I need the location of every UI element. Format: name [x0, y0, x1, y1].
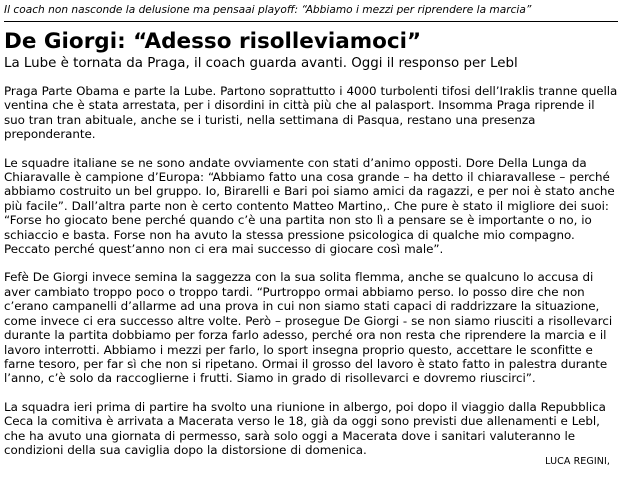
article-headline: De Giorgi: “Adesso risolleviamoci” [4, 29, 422, 54]
article-paragraph-4: La squadra ieri prima di partire ha svolto una riunione in albergo, poi dopo il viaggio dalla Repubblica Ceca la comitiva è arrivata a Macerata verso le 18, già da oggi sono previsti due allenamenti e Lebl, che ha avuto una giornata di permesso, sarà solo oggi a Macerata dove i sanitari valuteranno le condizioni della sua caviglia dopo la distorsione di domenica. [4, 399, 606, 457]
author-signature: LUCA REGINI, [545, 456, 610, 468]
article [4, 4, 618, 468]
kicker-divider [4, 21, 618, 22]
article-paragraph-2: Le squadre italiane se ne sono andate ovviamente con stati d’animo opposti. Dore Della Lunga da Chiaravalle è campione d’Europa: “Abbiamo fatto una cosa grande – ha detto il chiaravallese – perché abbiamo costruito un bel gruppo. Io, Birarelli e Bari poi siamo amici da ragazzi, e per noi è stato anche più facile”. Dall’altra parte non è certo contento Matteo Martino,. Che pure è stato il migliore dei suoi: “Forse ho giocato bene perché quando c’è una partita non sto lì a pensare se è importante o no, io schiaccio e basta. Forse non ha avuto la stessa pressione psicologica di qualche mio compagno. Peccato perché quest’anno non ci era mai successo di giocare così male”. [4, 155, 615, 257]
article-paragraph-3: Fefè De Giorgi invece semina la saggezza con la sua solita flemma, anche se qualcuno lo accusa di aver cambiato troppo poco o troppo tardi. “Purtroppo ormai abbiamo perso. Io posso dire che non c’erano campanelli d’allarme ad una prova in cui non siamo stati capaci di raddrizzare la situazione, come invece ci era successo altre volte. Però – prosegue De Giorgi - se non siamo riusciti a risollevarci durante la partita dobbiamo per forza farlo adesso, perché ora non resta che riprendere la marcia e il lavoro interrotti. Abbiamo i mezzi per farlo, lo sport insegna proprio questo, accettare le sconfitte e farne tesoro, per far sì che non si ripetano. Ormai il grosso del lavoro è stato fatto in palestra durante l’anno, c’è solo da raccoglierne i frutti. Siamo in grado di risollevarci e dovremo riuscirci”. [4, 270, 613, 386]
article-subheadline: La Lube è tornata da Praga, il coach guarda avanti. Oggi il responso per Lebl [4, 56, 518, 71]
article-kicker: Il coach non nasconde la delusione ma pensaai playoff: “Abbiamo i mezzi per riprendere la marcia” [4, 4, 532, 16]
article-paragraph-1: Praga Parte Obama e parte la Lube. Partono soprattutto i 4000 turbolenti tifosi dell’Iraklis tranne quella ventina che è stata arrestata, per i disordini in città più che al palasport. Insomma Praga riprende il suo tran tran abituale, anche se i turisti, nella settimana di Pasqua, restano una presenza preponderante. [4, 84, 618, 142]
